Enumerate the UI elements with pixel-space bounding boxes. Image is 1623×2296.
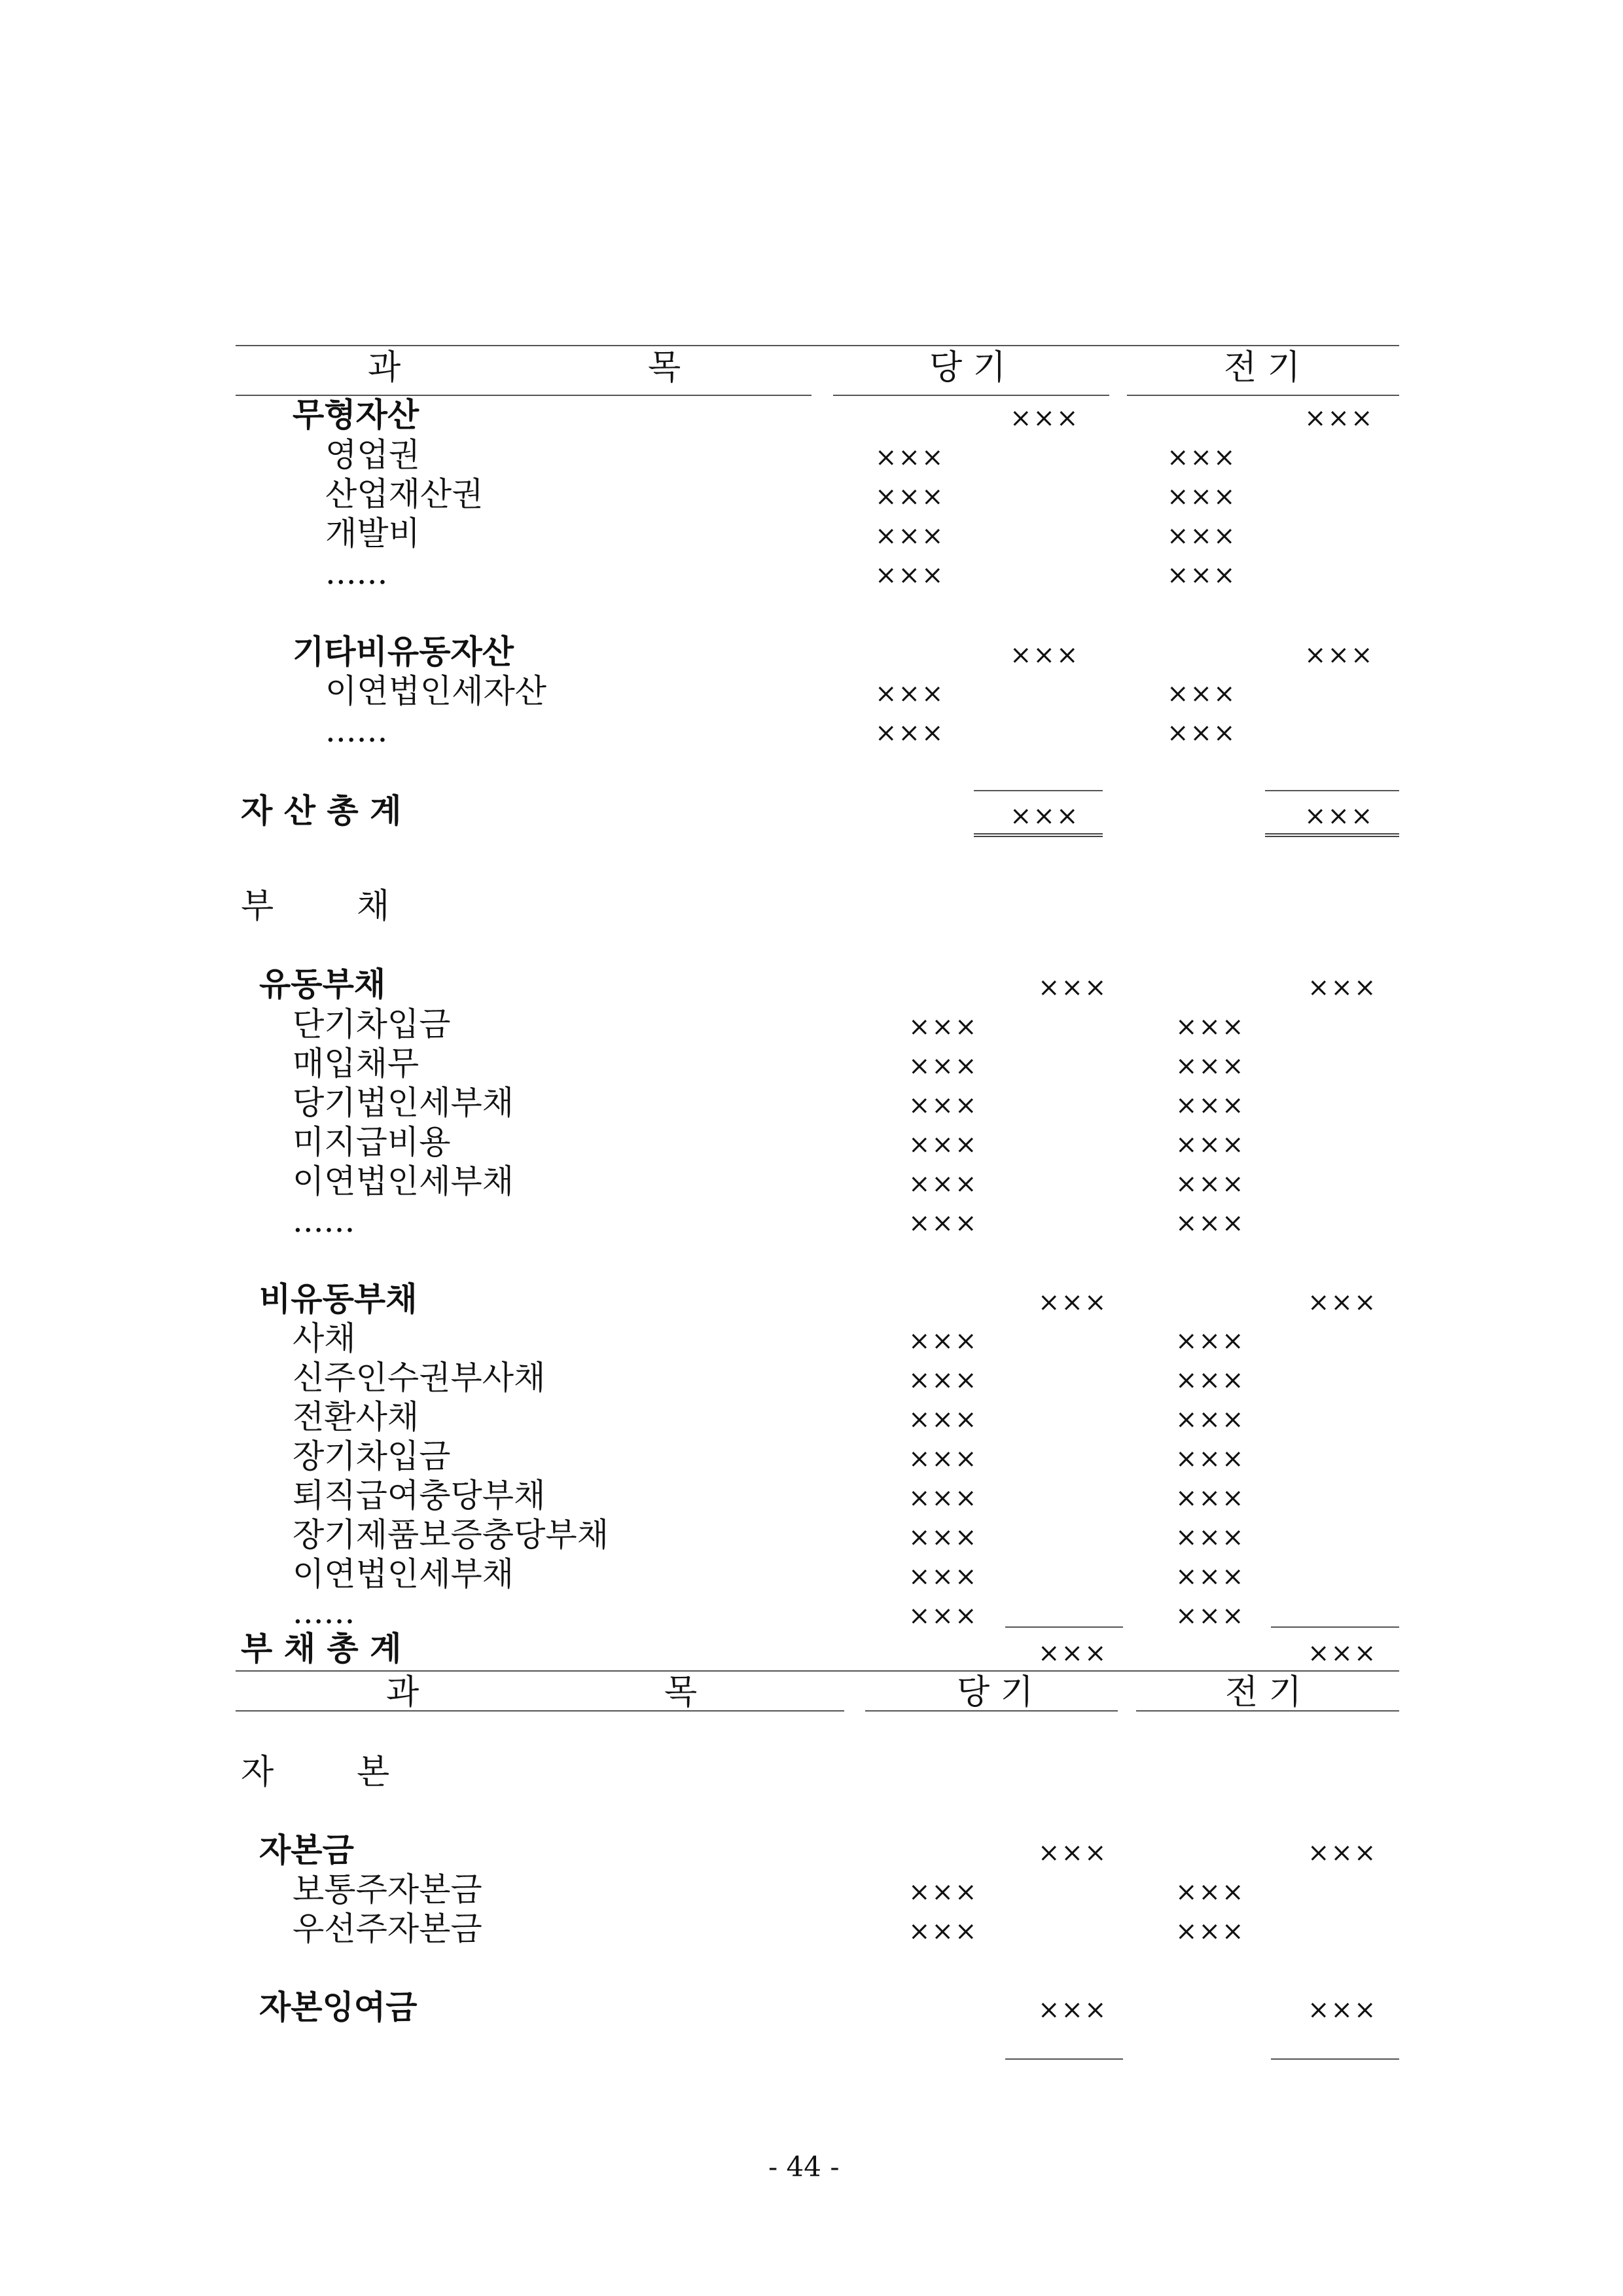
capital-surplus-rule-prior — [1271, 2058, 1399, 2060]
total-liabilities-rule-prior — [1271, 1626, 1399, 1628]
noncurrent-liability-item: 퇴직급여충당부채 — [293, 1477, 546, 1515]
noncurrent-liability-item-prior: ××× — [1175, 1326, 1245, 1356]
noncurrent-liability-item: 신주인수권부사채 — [293, 1359, 546, 1397]
total-liabilities-label: 부 채 총 계 — [241, 1629, 402, 1668]
intangible-item-prior: ××× — [1167, 482, 1237, 512]
header2-rule-prior — [1136, 1710, 1399, 1712]
header-prior: 전 기 — [1224, 348, 1300, 387]
current-liability-item: 당기법인세부채 — [293, 1084, 514, 1122]
current-liability-item-current: ××× — [908, 1169, 978, 1199]
noncurrent-liabilities-label: 비유동부채 — [259, 1280, 418, 1318]
capital-stock-current-total: ××× — [1038, 1838, 1108, 1868]
current-liability-item-current: ××× — [908, 1208, 978, 1238]
intangible-item-prior: ××× — [1167, 521, 1237, 551]
other-noncurrent-prior-total: ××× — [1304, 640, 1374, 670]
total-assets-rule-current — [974, 790, 1103, 791]
header2-prior: 전 기 — [1225, 1673, 1302, 1712]
current-liability-item: 이연법인세부채 — [293, 1162, 514, 1200]
other-noncurrent-item-prior: ××× — [1167, 679, 1237, 709]
noncurrent-liability-item-current: ××× — [908, 1365, 978, 1395]
intangible-prior-total: ××× — [1304, 403, 1374, 433]
capital-surplus-rule-current — [1005, 2058, 1123, 2060]
noncurrent-liability-item: 이연법인세부채 — [293, 1555, 514, 1593]
header2-current: 당 기 — [957, 1673, 1033, 1712]
other-noncurrent-item-current: ××× — [875, 718, 945, 748]
noncurrent-liability-item-current: ××× — [908, 1326, 978, 1356]
other-noncurrent-label: 기타비유동자산 — [293, 632, 514, 671]
other-noncurrent-item: 이연법인세자산 — [325, 672, 547, 710]
header-top-rule — [236, 345, 1399, 346]
noncurrent-liability-item-prior: ××× — [1175, 1601, 1245, 1631]
intangible-current-total: ××× — [1010, 403, 1080, 433]
header2-account-1: 과 — [386, 1673, 419, 1712]
other-noncurrent-current-total: ××× — [1010, 640, 1080, 670]
capital-stock-item-current: ××× — [908, 1916, 978, 1946]
current-liability-item-prior: ××× — [1175, 1208, 1245, 1238]
header-rule-prior — [1127, 395, 1399, 396]
capital-surplus-prior: ××× — [1308, 1995, 1378, 2025]
current-liability-item-current: ××× — [908, 1012, 978, 1042]
equity-heading-2: 본 — [357, 1753, 390, 1792]
current-liability-item-prior: ××× — [1175, 1169, 1245, 1199]
header2-top-rule — [236, 1670, 1399, 1672]
current-liability-item: 매입채무 — [293, 1045, 419, 1083]
total-assets-prior: ××× — [1304, 801, 1374, 831]
current-liability-item: ...... — [293, 1202, 355, 1240]
header2-rule-current — [865, 1710, 1118, 1712]
capital-stock-prior-total: ××× — [1308, 1838, 1378, 1868]
current-liability-item-prior: ××× — [1175, 1090, 1245, 1121]
capital-stock-item-prior: ××× — [1175, 1916, 1245, 1946]
header2-rule-account — [236, 1710, 844, 1712]
intangible-item-current: ××× — [875, 482, 945, 512]
current-liabilities-prior-total: ××× — [1308, 973, 1378, 1003]
current-liability-item-prior: ××× — [1175, 1051, 1245, 1081]
noncurrent-liability-item-prior: ××× — [1175, 1522, 1245, 1552]
current-liability-item-prior: ××× — [1175, 1130, 1245, 1160]
header-rule-current — [833, 395, 1109, 396]
page-number: - 44 - — [768, 2151, 840, 2183]
noncurrent-liability-item-prior: ××× — [1175, 1562, 1245, 1592]
noncurrent-liability-item-current: ××× — [908, 1483, 978, 1513]
intangible-item-current: ××× — [875, 560, 945, 590]
total-assets-rule-prior — [1265, 790, 1399, 791]
capital-stock-item: 보통주자본금 — [293, 1871, 482, 1909]
current-liability-item-current: ××× — [908, 1130, 978, 1160]
intangible-item-current: ××× — [875, 442, 945, 473]
noncurrent-liability-item-prior: ××× — [1175, 1405, 1245, 1435]
total-liabilities-rule-current — [1005, 1626, 1123, 1628]
noncurrent-liability-item-current: ××× — [908, 1601, 978, 1631]
total-assets-double-rule-prior — [1265, 833, 1399, 837]
equity-heading-1: 자 — [241, 1753, 274, 1792]
noncurrent-liability-item-prior: ××× — [1175, 1365, 1245, 1395]
intangible-item: 영업권 — [325, 436, 420, 474]
capital-stock-label: 자본금 — [259, 1831, 354, 1869]
other-noncurrent-item: ...... — [325, 711, 388, 749]
noncurrent-liability-item-prior: ××× — [1175, 1444, 1245, 1474]
noncurrent-liability-item-current: ××× — [908, 1444, 978, 1474]
capital-stock-item-prior: ××× — [1175, 1877, 1245, 1907]
total-assets-current: ××× — [1010, 801, 1080, 831]
noncurrent-liabilities-prior-total: ××× — [1308, 1287, 1378, 1318]
total-assets-label: 자 산 총 계 — [241, 791, 402, 830]
capital-surplus-current: ××× — [1038, 1995, 1108, 2025]
intangible-label: 무형자산 — [293, 395, 419, 434]
current-liability-item-current: ××× — [908, 1051, 978, 1081]
noncurrent-liability-item: 장기제품보증충당부채 — [293, 1516, 609, 1554]
current-liabilities-label: 유동부채 — [259, 965, 386, 1003]
noncurrent-liability-item-current: ××× — [908, 1405, 978, 1435]
other-noncurrent-item-prior: ××× — [1167, 718, 1237, 748]
intangible-item-prior: ××× — [1167, 442, 1237, 473]
other-noncurrent-item-current: ××× — [875, 679, 945, 709]
total-assets-double-rule-current — [974, 833, 1103, 837]
header-account-2: 목 — [648, 348, 681, 387]
capital-stock-item: 우선주자본금 — [293, 1910, 482, 1948]
noncurrent-liability-item-current: ××× — [908, 1522, 978, 1552]
noncurrent-liability-item-prior: ××× — [1175, 1483, 1245, 1513]
total-liabilities-current: ××× — [1038, 1638, 1108, 1668]
liabilities-heading-2: 채 — [357, 887, 390, 926]
noncurrent-liability-item: 장기차입금 — [293, 1437, 451, 1475]
liabilities-heading-1: 부 — [241, 887, 274, 926]
noncurrent-liability-item: 사채 — [293, 1319, 356, 1357]
current-liability-item: 미지급비용 — [293, 1123, 451, 1161]
header-current: 당 기 — [929, 348, 1006, 387]
current-liability-item: 단기차입금 — [293, 1005, 451, 1043]
header-account-1: 과 — [368, 348, 401, 387]
intangible-item: 산업재산권 — [325, 475, 484, 513]
current-liability-item-current: ××× — [908, 1090, 978, 1121]
header2-account-2: 목 — [664, 1673, 698, 1712]
current-liabilities-current-total: ××× — [1038, 973, 1108, 1003]
intangible-item-prior: ××× — [1167, 560, 1237, 590]
intangible-item-current: ××× — [875, 521, 945, 551]
noncurrent-liability-item-current: ××× — [908, 1562, 978, 1592]
capital-stock-item-current: ××× — [908, 1877, 978, 1907]
intangible-item: 개발비 — [325, 514, 420, 552]
noncurrent-liabilities-current-total: ××× — [1038, 1287, 1108, 1318]
noncurrent-liability-item: ...... — [293, 1593, 355, 1631]
current-liability-item-prior: ××× — [1175, 1012, 1245, 1042]
noncurrent-liability-item: 전환사채 — [293, 1398, 419, 1436]
total-liabilities-prior: ××× — [1308, 1638, 1378, 1668]
capital-surplus-label: 자본잉여금 — [259, 1988, 418, 2026]
intangible-item: ...... — [325, 554, 388, 592]
